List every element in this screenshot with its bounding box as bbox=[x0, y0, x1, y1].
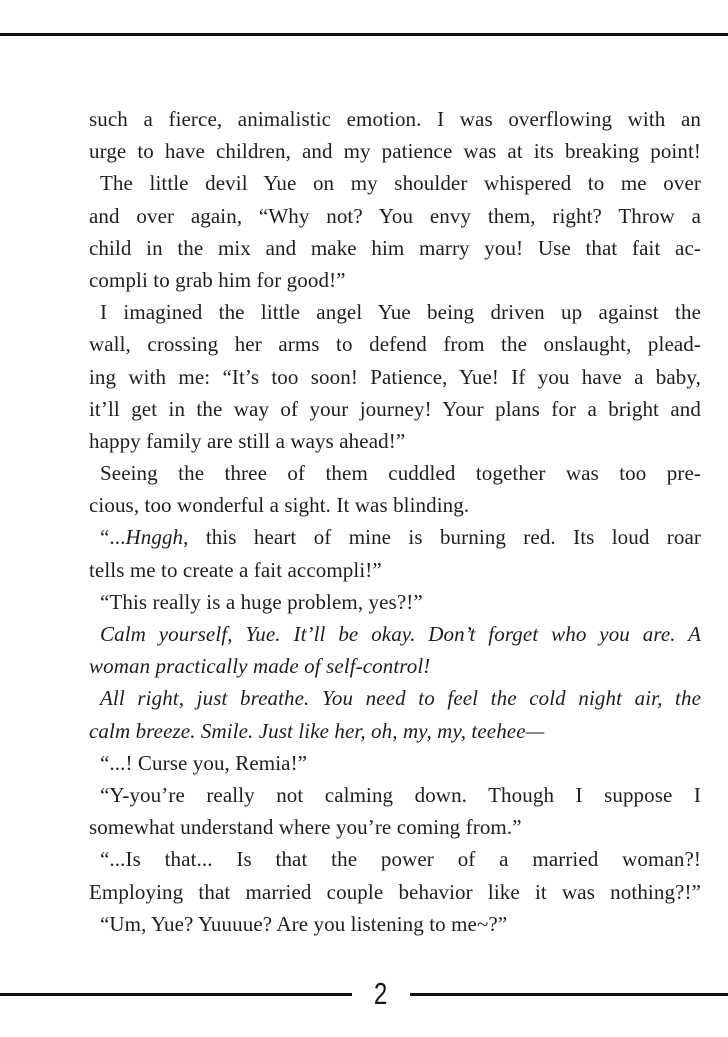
text-line bbox=[89, 521, 701, 553]
text-line: Employing that married couple behavior like it was nothing?!” bbox=[89, 879, 701, 904]
text-line: child in the mix and make him marry you! Use that fait ac- bbox=[89, 235, 701, 260]
text-line: “Y-you’re really not calming down. Though I suppose I bbox=[100, 782, 701, 807]
text-line: woman practically made of self-control! bbox=[89, 654, 431, 679]
text-line: somewhat understand where you’re coming from.” bbox=[89, 815, 522, 840]
text-line: I imagined the little angel Yue being driven up against the bbox=[100, 300, 701, 325]
text-line: “...! Curse you, Remia!” bbox=[100, 750, 308, 775]
text-segment: , this heart of mine is burning red. Its loud roar bbox=[183, 525, 701, 550]
top-rule bbox=[0, 33, 728, 36]
text-line: “This really is a huge problem, yes?!” bbox=[100, 589, 423, 614]
text-line: ing with me: “It’s too soon! Patience, Yue! If you have a baby, bbox=[89, 364, 701, 389]
text-line: “Um, Yue? Yuuuue? Are you listening to me~?” bbox=[100, 911, 508, 936]
page-text bbox=[89, 103, 701, 940]
text-segment: Hnggh bbox=[125, 525, 184, 550]
text-line: tells me to create a fait accompli!” bbox=[89, 557, 382, 582]
text-line: wall, crossing her arms to defend from the onslaught, plead- bbox=[89, 332, 701, 357]
footer-rule-right bbox=[410, 993, 728, 996]
text-line: and over again, “Why not? You envy them, right? Throw a bbox=[89, 203, 701, 228]
footer-rule-left bbox=[0, 993, 352, 996]
text-line: compli to grab him for good!” bbox=[89, 267, 346, 292]
text-line: “...Is that... Is that the power of a married woman?! bbox=[100, 847, 701, 872]
text-line: Seeing the three of them cuddled together was too pre- bbox=[100, 461, 701, 486]
page-number-box bbox=[352, 976, 410, 1011]
text-line: it’ll get in the way of your journey! Your plans for a bright and bbox=[89, 396, 701, 421]
text-line: All right, just breathe. You need to feel the cold night air, the bbox=[100, 686, 701, 711]
text-line: such a fierce, animalistic emotion. I was overflowing with an bbox=[89, 107, 701, 131]
text-line: happy family are still a ways ahead!” bbox=[89, 428, 406, 453]
page-number: 2 bbox=[374, 976, 388, 1011]
text-line: urge to have children, and my patience was at its breaking point! bbox=[89, 139, 701, 164]
page-footer bbox=[0, 976, 728, 1011]
text-line: Calm yourself, Yue. It’ll be okay. Don’t forget who you are. A bbox=[100, 622, 701, 646]
text-line: calm breeze. Smile. Just like her, oh, my, my, teehee— bbox=[89, 718, 545, 743]
text-line: The little devil Yue on my shoulder whispered to me over bbox=[100, 171, 701, 196]
text-segment: “... bbox=[100, 525, 126, 550]
text-line: cious, too wonderful a sight. It was blinding. bbox=[89, 493, 470, 518]
